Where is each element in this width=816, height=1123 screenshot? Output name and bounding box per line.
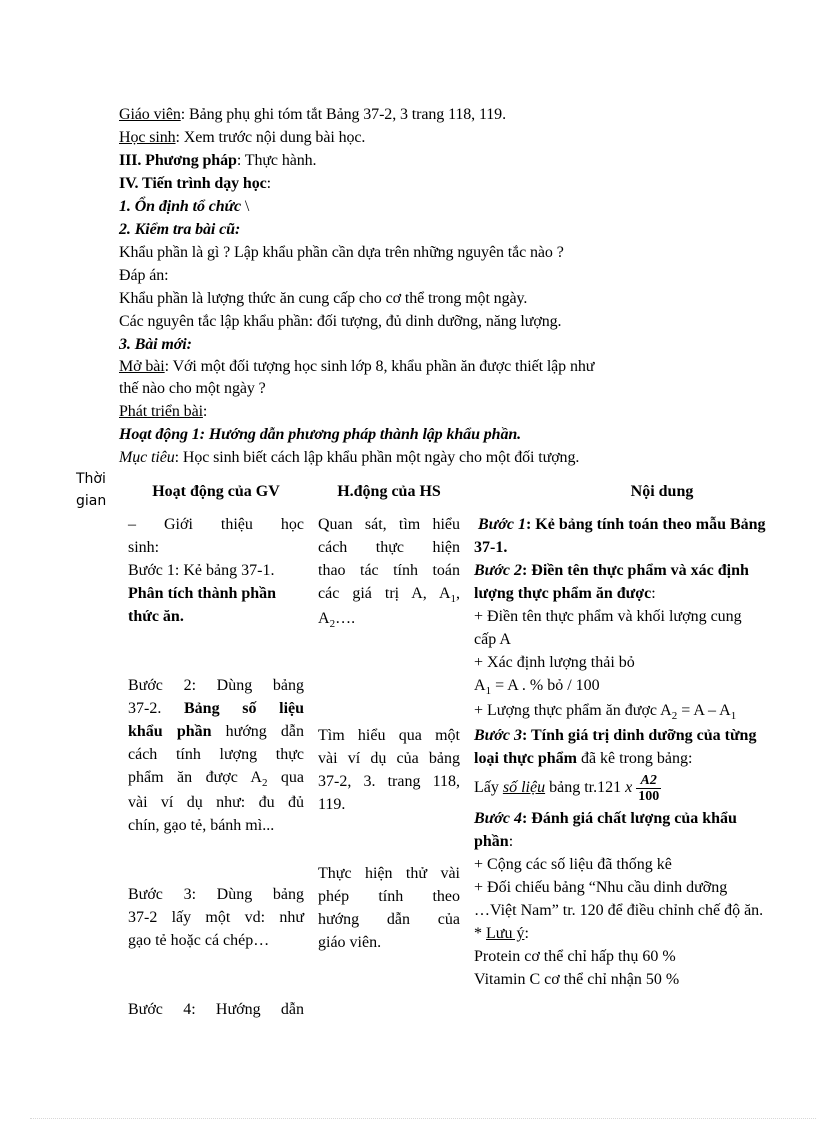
step1-heading-line bbox=[119, 196, 249, 218]
formula1-sub: 1 bbox=[485, 685, 492, 697]
content-step2-text: : Điền tên thực phẩm và xác định bbox=[521, 562, 749, 579]
method-heading: III. Phương pháp bbox=[119, 152, 237, 169]
hs-line-4-a: các giá trị A, A bbox=[318, 585, 451, 602]
note-star: * bbox=[474, 925, 486, 942]
objective-text: : Học sinh biết cách lập khẩu phần một ngày cho một đối tượng. bbox=[174, 449, 580, 466]
content-column bbox=[474, 513, 816, 991]
teacher-materials-text: : Bảng phụ ghi tóm tắt Bảng 37-2, 3 trang 118, 119. bbox=[180, 106, 506, 123]
gv-step2-c-bold: khẩu phần bbox=[128, 723, 212, 740]
content-step2-label: Bước 2 bbox=[474, 562, 522, 579]
gv-step2-b-bold: Bảng số liệu bbox=[184, 700, 305, 717]
hs-line-5-a: A bbox=[318, 610, 330, 627]
content-step4-text: : Đánh giá chất lượng của khẩu bbox=[521, 810, 737, 827]
step3-heading-text: 3. Bài mới: bbox=[119, 336, 192, 353]
content-step4-item-2: + Đối chiếu bảng “Nhu cầu dinh dưỡng bbox=[474, 879, 728, 896]
objective-label: Mục tiêu bbox=[119, 449, 175, 466]
gv-step2-e-a: phẩm ăn được A bbox=[128, 769, 262, 786]
gv-step1-bold-2: thức ăn. bbox=[128, 608, 184, 625]
hs-spacer-1 bbox=[318, 632, 460, 724]
lesson-dev-line bbox=[119, 401, 207, 423]
gv-spacer-1 bbox=[128, 628, 304, 674]
gv-step2-line-b bbox=[128, 697, 304, 720]
hs-line-6: Tìm hiểu qua một bbox=[318, 727, 460, 744]
content-step3-formula bbox=[474, 770, 816, 805]
gv-spacer-2 bbox=[128, 837, 304, 883]
content-step1-text-2: 37-1. bbox=[474, 539, 508, 556]
note-label: Lưu ý bbox=[486, 925, 525, 942]
hs-line-4-b: , bbox=[456, 585, 460, 602]
gv-step2-line-f: vài ví dụ như: đu đủ bbox=[128, 794, 304, 811]
teacher-activity-column bbox=[128, 513, 304, 1021]
content-step4-label: Bước 4 bbox=[474, 810, 522, 827]
hs-line-5-sub: 2 bbox=[329, 618, 336, 630]
formula3-underlined: số liệu bbox=[502, 779, 546, 796]
hs-line-9: 119. bbox=[318, 796, 346, 813]
hs-line-10: Thực hiện thử vài bbox=[318, 865, 460, 882]
content-step3-label: Bước 3 bbox=[474, 727, 522, 744]
lesson-dev-label: Phát triển bài bbox=[119, 403, 203, 420]
objective-line bbox=[119, 447, 579, 469]
content-step4-line bbox=[474, 807, 816, 830]
gv-intro-line-2: sinh: bbox=[128, 539, 160, 556]
content-step4-item-2b: …Việt Nam” tr. 120 để điều chỉnh chế độ ăn. bbox=[474, 902, 764, 919]
gv-step2-e-sub: 2 bbox=[261, 777, 268, 789]
hs-line-4-sub: 1 bbox=[450, 593, 456, 605]
gv-step3-line-c: gạo tẻ hoặc cá chép… bbox=[128, 932, 270, 949]
content-step4-colon: : bbox=[508, 833, 514, 850]
formula1-b: = A . % bỏ / 100 bbox=[491, 677, 600, 694]
hs-line-5-b: …. bbox=[335, 610, 356, 627]
hs-line-3: thao tác tính toán bbox=[318, 562, 460, 579]
gv-step1-line: Bước 1: Kẻ bảng 37-1. bbox=[128, 562, 275, 579]
header-student-activity: H.động của HS bbox=[337, 483, 441, 500]
step1-mark: \ bbox=[241, 198, 250, 215]
step2-heading-text: 2. Kiểm tra bài cũ: bbox=[119, 221, 241, 238]
gv-step1-bold: Phân tích thành phần bbox=[128, 585, 277, 602]
content-note-line bbox=[474, 922, 816, 945]
content-step2-formula-2 bbox=[474, 699, 816, 724]
intro-lesson-line bbox=[119, 356, 594, 378]
hs-line-7: vài ví dụ của bảng bbox=[318, 750, 460, 767]
intro-lesson-text: : Với một đối tượng học sinh lớp 8, khẩu phần ăn được thiết lập như bbox=[164, 358, 595, 375]
activity1-heading-text: Hoạt động 1: Hướng dẫn phương pháp thành lập khẩu phần. bbox=[119, 426, 522, 443]
hs-spacer-2 bbox=[318, 816, 460, 862]
hs-line-1: Quan sát, tìm hiểu bbox=[318, 516, 460, 533]
content-step4-item-1: + Cộng các số liệu đã thống kê bbox=[474, 856, 672, 873]
content-step3-text-2: loại thực phẩm bbox=[474, 750, 577, 767]
student-prep-text: : Xem trước nội dung bài học. bbox=[175, 129, 366, 146]
gv-step3-line: Bước 3: Dùng bảng bbox=[128, 886, 304, 903]
content-step3-text-3: đã kê trong bảng: bbox=[576, 750, 693, 767]
intro-lesson-line-2: thế nào cho một ngày ? bbox=[119, 380, 266, 397]
intro-lesson-label: Mở bài bbox=[119, 358, 165, 375]
teacher-label: Giáo viên bbox=[119, 106, 181, 123]
student-prep-line bbox=[119, 127, 365, 149]
gv-step2-line: Bước 2: Dùng bảng bbox=[128, 677, 304, 694]
gv-step2-line-g: chín, gạo tẻ, bánh mì... bbox=[128, 817, 275, 834]
formula1-a: A bbox=[474, 677, 486, 694]
student-activity-column bbox=[318, 513, 460, 954]
content-step1-label: Bước 1 bbox=[478, 516, 526, 533]
header-content: Nội dung bbox=[630, 483, 694, 500]
content-step2-line bbox=[474, 559, 816, 582]
content-step2-formula-1 bbox=[474, 674, 816, 699]
header-time: Thời gian bbox=[76, 471, 107, 509]
gv-step2-line-e bbox=[128, 766, 304, 791]
gv-step2-line-d: cách tính lượng thực bbox=[128, 746, 304, 763]
header-teacher-activity: Hoạt động của GV bbox=[152, 483, 280, 500]
content-step2-text-2: lượng thực phẩm ăn được bbox=[474, 585, 652, 602]
formula2-sub: 2 bbox=[671, 710, 678, 722]
gv-step3-line-b: 37-2 lấy một vd: như bbox=[128, 909, 304, 926]
process-colon: : bbox=[266, 175, 271, 192]
fraction-numerator: A2 bbox=[636, 773, 661, 789]
method-text: : Thực hành. bbox=[236, 152, 317, 169]
answer-line-2: Các nguyên tắc lập khẩu phần: đối tượng, đủ dinh dưỡng, năng lượng. bbox=[119, 313, 562, 330]
content-step2-colon: : bbox=[651, 585, 656, 602]
hs-line-5 bbox=[318, 607, 460, 632]
gv-step2-e-b: qua bbox=[267, 769, 304, 786]
note-protein: Protein cơ thể chỉ hấp thụ 60 % bbox=[474, 948, 676, 965]
gv-step4-line: Bước 4: Hướng dẫn bbox=[128, 1001, 304, 1018]
gv-step2-c-plain: hướng dẫn bbox=[211, 723, 304, 740]
answer-label: Đáp án: bbox=[119, 267, 169, 284]
process-heading-line bbox=[119, 173, 271, 195]
content-step3-line bbox=[474, 724, 816, 747]
note-colon: : bbox=[524, 925, 529, 942]
hs-line-8: 37-2, 3. trang 118, bbox=[318, 773, 460, 790]
formula2-sub2: 1 bbox=[730, 710, 737, 722]
content-step2-item-2: + Xác định lượng thải bỏ bbox=[474, 654, 635, 671]
formula2-b: = A – A bbox=[677, 702, 731, 719]
hs-line-2: cách thực hiện bbox=[318, 539, 460, 556]
content-step4-line-2 bbox=[474, 830, 816, 853]
content-step1-line bbox=[474, 513, 816, 536]
step2-heading bbox=[119, 219, 240, 241]
lesson-dev-colon: : bbox=[202, 403, 208, 420]
gv-intro-line: – Giới thiệu học bbox=[128, 516, 304, 533]
method-line bbox=[119, 150, 316, 172]
formula3-x: x bbox=[625, 779, 633, 796]
hs-line-4 bbox=[318, 582, 460, 607]
activity1-heading bbox=[119, 424, 521, 446]
content-step2-line-2 bbox=[474, 582, 816, 605]
content-step2-item-1: + Điền tên thực phẩm và khối lượng cung bbox=[474, 608, 742, 625]
content-step2-item-1b: cấp A bbox=[474, 631, 511, 648]
answer-line-1: Khẩu phần là lượng thức ăn cung cấp cho cơ thể trong một ngày. bbox=[119, 290, 528, 307]
content-step3-line-2 bbox=[474, 747, 816, 770]
formula3-b: bảng tr.121 bbox=[545, 779, 626, 796]
student-label: Học sinh bbox=[119, 129, 176, 146]
formula2-a: + Lượng thực phẩm ăn được A bbox=[474, 702, 672, 719]
fraction bbox=[636, 773, 661, 804]
hs-line-12: hướng dẫn của bbox=[318, 911, 460, 928]
step3-heading bbox=[119, 334, 192, 356]
page-bottom-dotted-line bbox=[30, 1118, 816, 1119]
content-step1-text: : Kẻ bảng tính toán theo mẫu Bảng bbox=[525, 516, 766, 533]
note-vitamin-c: Vitamin C cơ thể chỉ nhận 50 % bbox=[474, 971, 680, 988]
hs-line-13: giáo viên. bbox=[318, 934, 382, 951]
gv-step2-line-c bbox=[128, 720, 304, 743]
teacher-materials-line bbox=[119, 104, 506, 126]
hs-line-11: phép tính theo bbox=[318, 888, 460, 905]
gv-step2-b-plain: 37-2. bbox=[128, 700, 184, 717]
step1-heading: 1. Ổn định tổ chức bbox=[119, 198, 242, 215]
formula3-a: Lấy bbox=[474, 779, 503, 796]
gv-spacer-3 bbox=[128, 952, 304, 998]
content-step4-text-2: phần bbox=[474, 833, 509, 850]
fraction-denominator: 100 bbox=[638, 788, 660, 804]
content-step3-text: : Tính giá trị dinh dưỡng của từng bbox=[521, 727, 757, 744]
process-heading: IV. Tiến trình dạy học bbox=[119, 175, 267, 192]
review-question: Khẩu phần là gì ? Lập khẩu phần cần dựa trên những nguyên tắc nào ? bbox=[119, 244, 564, 261]
